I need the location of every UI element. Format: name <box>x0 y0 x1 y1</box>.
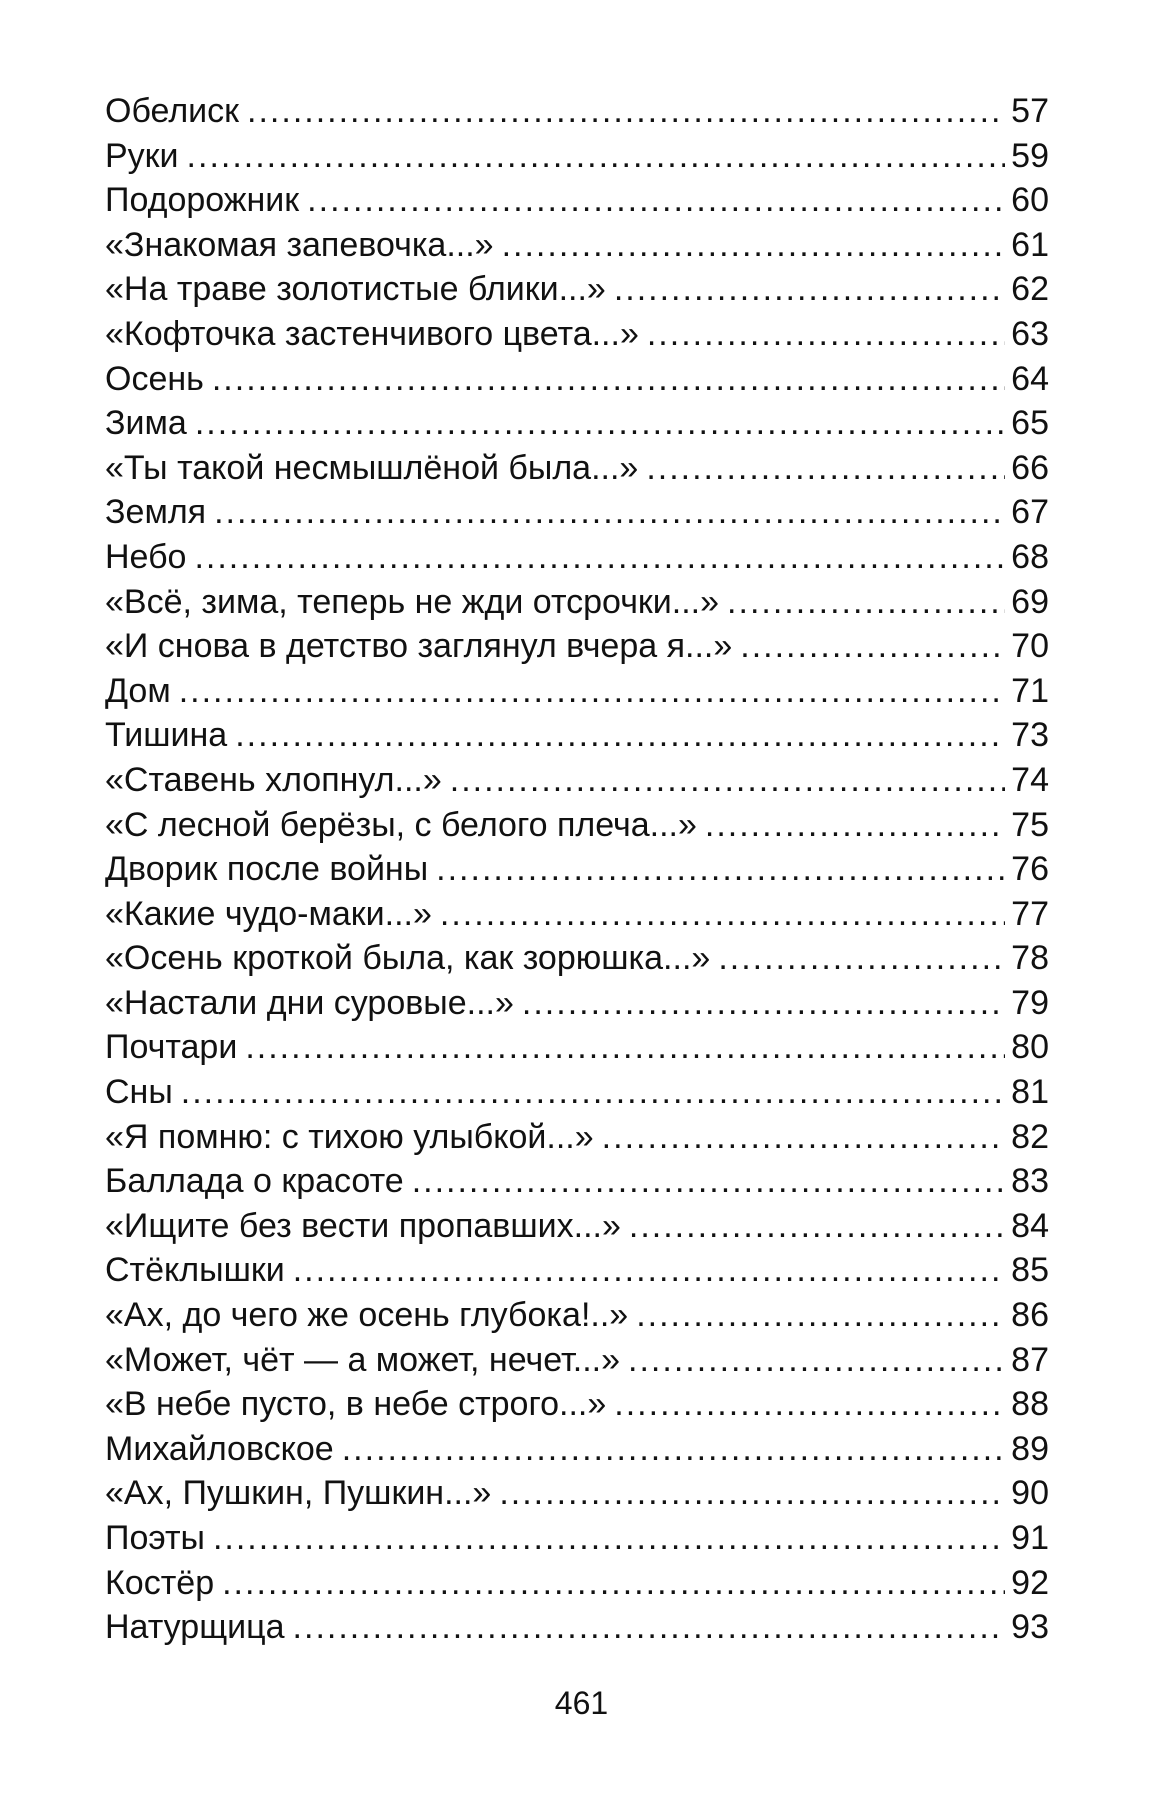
toc-dot-leader <box>212 357 1005 402</box>
toc-dot-leader <box>636 1293 1005 1338</box>
toc-entry-page: 81 <box>1011 1073 1049 1112</box>
toc-entry-page: 77 <box>1011 894 1049 933</box>
toc-entry-page: 87 <box>1011 1340 1049 1379</box>
toc-entry <box>105 981 1049 1026</box>
toc-entry <box>105 1248 1049 1293</box>
toc-entry <box>105 1159 1049 1204</box>
toc-entry <box>105 1427 1049 1472</box>
toc-entry <box>105 312 1049 357</box>
toc-dot-leader <box>522 981 1005 1026</box>
toc-entry <box>105 803 1049 848</box>
toc-entry-page: 85 <box>1011 1251 1049 1290</box>
toc-entry-page: 59 <box>1011 136 1049 175</box>
toc-entry <box>105 1025 1049 1070</box>
toc-dot-leader <box>727 580 1005 625</box>
toc-entry-title: «В небе пусто, в небе строго...» <box>105 1385 607 1424</box>
toc-entry-page: 89 <box>1011 1429 1049 1468</box>
toc-dot-leader <box>614 267 1005 312</box>
toc-entry-page: 83 <box>1011 1162 1049 1201</box>
toc-dot-leader <box>499 1471 1005 1516</box>
toc-entry <box>105 624 1049 669</box>
toc-dot-leader <box>187 134 1006 179</box>
toc-entry <box>105 223 1049 268</box>
toc-entry-title: Подорожник <box>105 181 300 220</box>
toc-dot-leader <box>235 713 1005 758</box>
toc-entry-page: 69 <box>1011 582 1049 621</box>
toc-entry-page: 80 <box>1011 1028 1049 1067</box>
toc-entry-title: Поэты <box>105 1519 205 1557</box>
toc-entry-title: «Всё, зима, теперь не жди отсрочки...» <box>105 582 720 621</box>
toc-entry-title: «Ах, до чего же осень глубока!..» <box>105 1296 629 1335</box>
toc-entry-title: «Ставень хлопнул...» <box>105 760 442 799</box>
toc-dot-leader <box>307 178 1005 223</box>
toc-dot-leader <box>247 89 1005 134</box>
toc-entry-title: Натурщица <box>105 1608 285 1647</box>
toc-dot-leader <box>440 892 1005 937</box>
toc-entry-title: Земля <box>105 493 207 532</box>
toc-dot-leader <box>647 312 1005 357</box>
toc-entry-title: «На траве золотистые блики...» <box>105 270 606 309</box>
toc-dot-leader <box>181 1070 1005 1115</box>
toc-entry <box>105 1605 1049 1650</box>
toc-entry <box>105 89 1049 134</box>
toc-entry-title: «Настали дни суровые...» <box>105 983 514 1022</box>
toc-entry-page: 64 <box>1011 359 1049 398</box>
toc-entry-page: 91 <box>1011 1519 1049 1557</box>
toc-entry-page: 70 <box>1011 627 1049 666</box>
toc-dot-leader <box>450 758 1005 803</box>
toc-dot-leader <box>222 1561 1005 1606</box>
toc-entry-page: 90 <box>1011 1474 1049 1513</box>
toc-dot-leader <box>502 223 1006 268</box>
toc-entry <box>105 267 1049 312</box>
toc-entry <box>105 1338 1049 1383</box>
toc-entry-title: Руки <box>105 136 179 175</box>
toc-entry-page: 57 <box>1011 92 1049 130</box>
toc-dot-leader <box>245 1025 1005 1070</box>
toc-entry-title: Стёклышки <box>105 1251 285 1290</box>
toc-entry-page: 79 <box>1011 983 1049 1022</box>
toc-entry-page: 74 <box>1011 760 1049 799</box>
toc-entry <box>105 401 1049 446</box>
toc-entry-page: 76 <box>1011 850 1049 889</box>
toc-entry-page: 75 <box>1011 805 1049 844</box>
toc-entry-title: «Ты такой несмышлёной была...» <box>105 448 639 487</box>
toc-entry-title: «Знакомая запевочка...» <box>105 225 494 264</box>
toc-dot-leader <box>293 1248 1005 1293</box>
toc-entry-page: 67 <box>1011 493 1049 532</box>
toc-entry-title: Зима <box>105 404 187 443</box>
table-of-contents <box>105 89 1049 1650</box>
toc-entry-title: Обелиск <box>105 92 240 130</box>
toc-entry <box>105 1115 1049 1160</box>
toc-entry <box>105 758 1049 803</box>
toc-entry-page: 65 <box>1011 404 1049 443</box>
toc-entry <box>105 1561 1049 1606</box>
toc-entry-title: «Я помню: с тихою улыбкой...» <box>105 1117 594 1156</box>
toc-entry <box>105 847 1049 892</box>
toc-dot-leader <box>602 1115 1006 1160</box>
toc-entry-page: 78 <box>1011 939 1049 978</box>
toc-dot-leader <box>293 1605 1006 1650</box>
toc-entry-page: 61 <box>1011 225 1049 264</box>
toc-entry <box>105 669 1049 714</box>
page-number: 461 <box>554 1685 609 1721</box>
toc-entry-title: «Осень кроткой была, как зорюшка...» <box>105 939 711 978</box>
toc-entry-title: Небо <box>105 537 187 576</box>
toc-dot-leader <box>342 1427 1005 1472</box>
toc-entry-page: 82 <box>1011 1117 1049 1156</box>
toc-entry <box>105 134 1049 179</box>
toc-entry-title: Костёр <box>105 1563 215 1602</box>
toc-dot-leader <box>214 490 1005 535</box>
toc-entry-title: Дворик после войны <box>105 850 429 889</box>
toc-entry <box>105 1382 1049 1427</box>
toc-entry-title: Тишина <box>105 716 228 755</box>
toc-entry-title: Баллада о красоте <box>105 1162 404 1201</box>
toc-entry <box>105 535 1049 580</box>
toc-entry <box>105 178 1049 223</box>
toc-entry-title: «Ах, Пушкин, Пушкин...» <box>105 1474 492 1513</box>
toc-dot-leader <box>718 936 1005 981</box>
toc-dot-leader <box>179 669 1005 714</box>
toc-entry <box>105 936 1049 981</box>
toc-entry-title: Михайловское <box>105 1429 334 1468</box>
toc-entry <box>105 892 1049 937</box>
toc-entry-title: Почтари <box>105 1028 238 1067</box>
toc-entry-title: «С лесной берёзы, с белого плеча...» <box>105 805 697 844</box>
toc-entry-page: 60 <box>1011 181 1049 220</box>
toc-entry-page: 62 <box>1011 270 1049 309</box>
toc-dot-leader <box>705 803 1005 848</box>
toc-dot-leader <box>646 446 1005 491</box>
toc-entry-title: «Может, чёт — а может, нечет...» <box>105 1340 621 1379</box>
toc-entry-title: Сны <box>105 1073 173 1112</box>
toc-entry <box>105 1204 1049 1249</box>
toc-entry <box>105 580 1049 625</box>
toc-entry-page: 73 <box>1011 716 1049 755</box>
toc-entry-page: 86 <box>1011 1296 1049 1335</box>
toc-entry <box>105 1293 1049 1338</box>
toc-entry-page: 68 <box>1011 537 1049 576</box>
toc-dot-leader <box>195 401 1005 446</box>
toc-dot-leader <box>213 1516 1005 1561</box>
toc-entry <box>105 446 1049 491</box>
toc-entry-page: 71 <box>1011 671 1049 710</box>
toc-entry-page: 93 <box>1011 1608 1049 1647</box>
toc-entry-title: «Какие чудо-маки...» <box>105 894 432 933</box>
toc-entry <box>105 357 1049 402</box>
toc-dot-leader <box>194 535 1005 580</box>
toc-dot-leader <box>436 847 1005 892</box>
toc-entry-title: Осень <box>105 359 204 398</box>
toc-entry-title: Дом <box>105 671 171 710</box>
toc-entry <box>105 1471 1049 1516</box>
toc-entry-page: 66 <box>1011 448 1049 487</box>
toc-dot-leader <box>412 1159 1005 1204</box>
toc-dot-leader <box>629 1204 1005 1249</box>
toc-entry <box>105 713 1049 758</box>
toc-entry-page: 63 <box>1011 314 1049 353</box>
toc-entry-title: «Кофточка застенчивого цвета...» <box>105 314 639 353</box>
toc-dot-leader <box>628 1338 1005 1383</box>
toc-entry <box>105 490 1049 535</box>
toc-dot-leader <box>740 624 1005 669</box>
toc-entry-page: 84 <box>1011 1206 1049 1245</box>
toc-entry-page: 88 <box>1011 1385 1049 1424</box>
toc-entry-title: «Ищите без вести пропавших...» <box>105 1206 621 1245</box>
toc-dot-leader <box>614 1382 1005 1427</box>
toc-entry <box>105 1070 1049 1115</box>
toc-entry-title: «И снова в детство заглянул вчера я...» <box>105 627 733 666</box>
toc-entry-page: 92 <box>1011 1563 1049 1602</box>
toc-entry <box>105 1516 1049 1561</box>
